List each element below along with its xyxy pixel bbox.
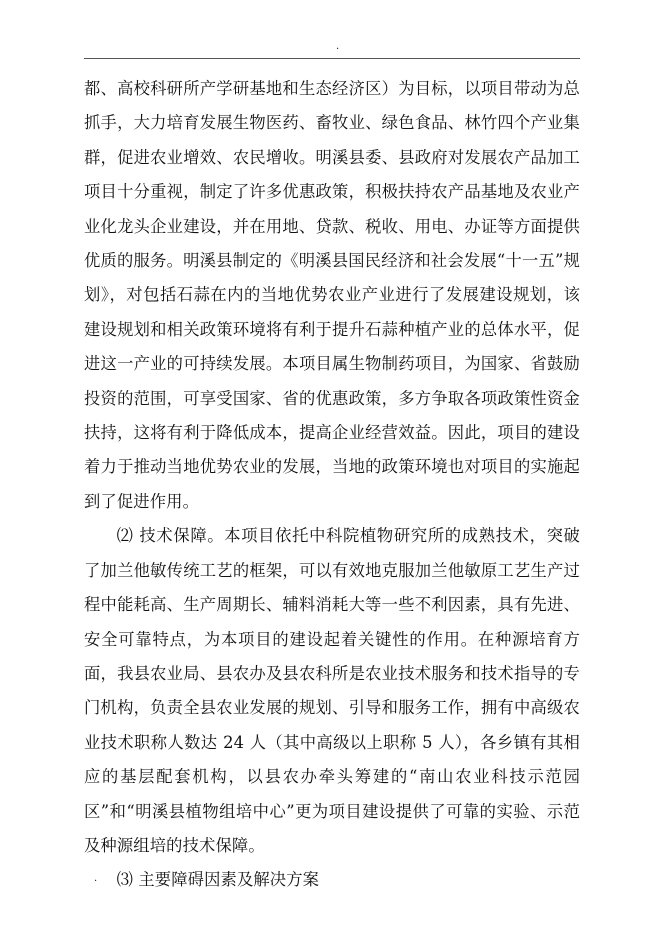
paragraph-policy-environment: 都、高校科研所产学研基地和生态经济区）为目标，以项目带动为总抓手，大力培育发展生物医药、畜牧业、绿色食品、林竹四个产业集群，促进农业增效、农民增收。明溪县委、县政府对发展农产品加工项目十分重视，制定了许多优惠政策，积极扶持农产品基地及农业产业化龙头企业建设，并在用地、贷款、税收、用电、办证等方面提供优质的服务。明溪县制定的《明溪县国民经济和社会发展“十一五”规划》，对包括石蒜在内的当地优势农业产业进行了发展建设规划，该建设规划和相关政策环境将有利于提升石蒜种植产业的总体水平，促进这一产业的可持续发展。本项目属生物制药项目，为国家、省鼓励投资的范围，可享受国家、省的优惠政策，多方争取各项政策性资金扶持，这将有利于降低成本，提高企业经营效益。因此，项目的建设着力于推动当地优势农业的发展，当地的政策环境也对项目的实施起到了促进作用。	[84, 79, 580, 511]
page-header-mark: .	[336, 41, 340, 52]
page-footer-mark: .	[94, 873, 98, 884]
paragraph-obstacles-heading: ⑶ 主要障碍因素及解决方案	[116, 870, 320, 890]
header-divider	[84, 58, 580, 59]
paragraph-technical-support: ⑵ 技术保障。本项目依托中科院植物研究所的成熟技术，突破了加兰他敏传统工艺的框架，可以有效地克服加兰他敏原工艺生产过程中能耗高、生产周期长、辅料消耗大等一些不利因素，具有先进、安全可靠特点，为本项目的建设起着关键性的作用。在种源培育方面，我县农业局、县农办及县农科所是农业技术服务和技术指导的专门机构，负责全县农业发展的规划、引导和服务工作，拥有中高级农业技术职称人数达 24 人（其中高级以上职称 5 人），各乡镇有其相应的基层配套机构，以县农办牵头筹建的“南山农业科技示范园区”和“明溪县植物组培中心”更为项目建设提供了可靠的实验、示范及种源组培的技术保障。	[84, 526, 580, 855]
document-body	[84, 72, 580, 898]
